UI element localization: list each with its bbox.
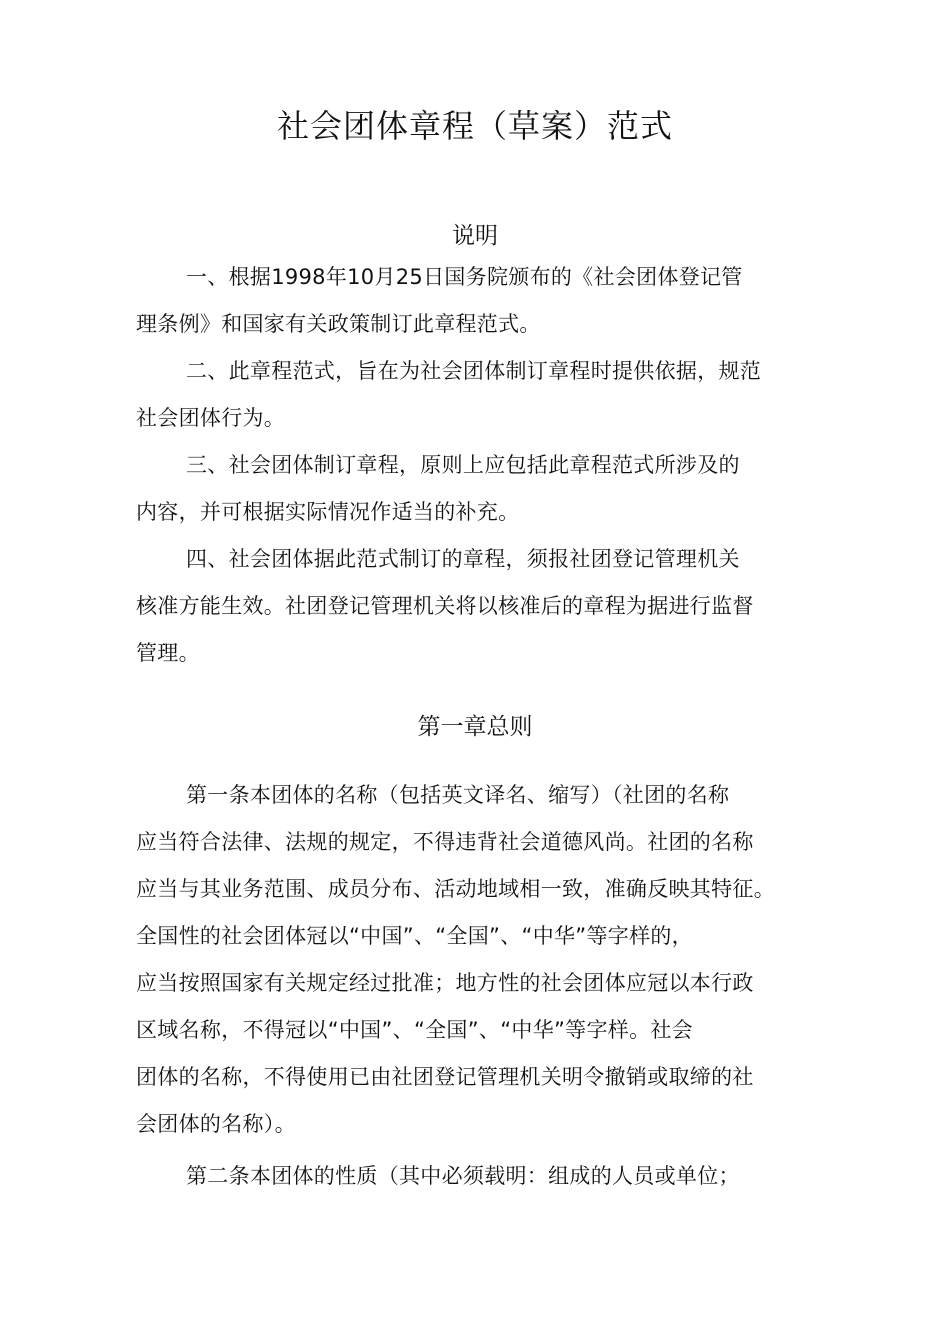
text-line: 区域名称，不得冠以“中国”、“全国”、“中华”等字样。社会 bbox=[136, 1018, 693, 1042]
text-line: 第一条本团体的名称（包括英文译名、缩写）（社团的名称 bbox=[186, 783, 730, 807]
text-line: 二、此章程范式，旨在为社会团体制订章程时提供依据，规范 bbox=[186, 359, 762, 383]
text-line: 四、社会团体据此范式制订的章程，须报社团登记管理机关 bbox=[186, 547, 740, 571]
text-line: 应当与其业务范围、成员分布、活动地域相一致，准确反映其特征。 bbox=[136, 877, 775, 901]
text-line: 第二条本团体的性质（其中必须载明：组成的人员或单位； bbox=[186, 1164, 740, 1188]
text-line: 社会团体行为。 bbox=[136, 406, 286, 430]
text-line: 会团体的名称）。 bbox=[136, 1112, 296, 1136]
text-line: 全国性的社会团体冠以“中国”、“全国”、“中华”等字样的， bbox=[136, 924, 693, 948]
text-line: 理条例》和国家有关政策制订此章程范式。 bbox=[136, 312, 541, 336]
text-line: 应当符合法律、法规的规定，不得违背社会道德风尚。社团的名称 bbox=[136, 830, 754, 854]
text-line: 一、根据1998年10月25日国务院颁布的《社会团体登记管 bbox=[186, 265, 743, 289]
text-line: 核准方能生效。社团登记管理机关将以核准后的章程为据进行监督 bbox=[136, 594, 754, 618]
text-line: 团体的名称，不得使用已由社团登记管理机关明令撤销或取缔的社 bbox=[136, 1065, 754, 1089]
text-line: 应当按照国家有关规定经过批准；地方性的社会团体应冠以本行政 bbox=[136, 971, 754, 995]
explanation-heading: 说明 bbox=[452, 223, 498, 249]
text-line: 三、社会团体制订章程，原则上应包括此章程范式所涉及的 bbox=[186, 453, 740, 477]
document-title: 社会团体章程（草案）范式 bbox=[276, 107, 673, 145]
text-line: 内容，并可根据实际情况作适当的补充。 bbox=[136, 500, 520, 524]
text-line: 管理。 bbox=[136, 641, 200, 665]
chapter-1-heading: 第一章总则 bbox=[417, 714, 533, 740]
